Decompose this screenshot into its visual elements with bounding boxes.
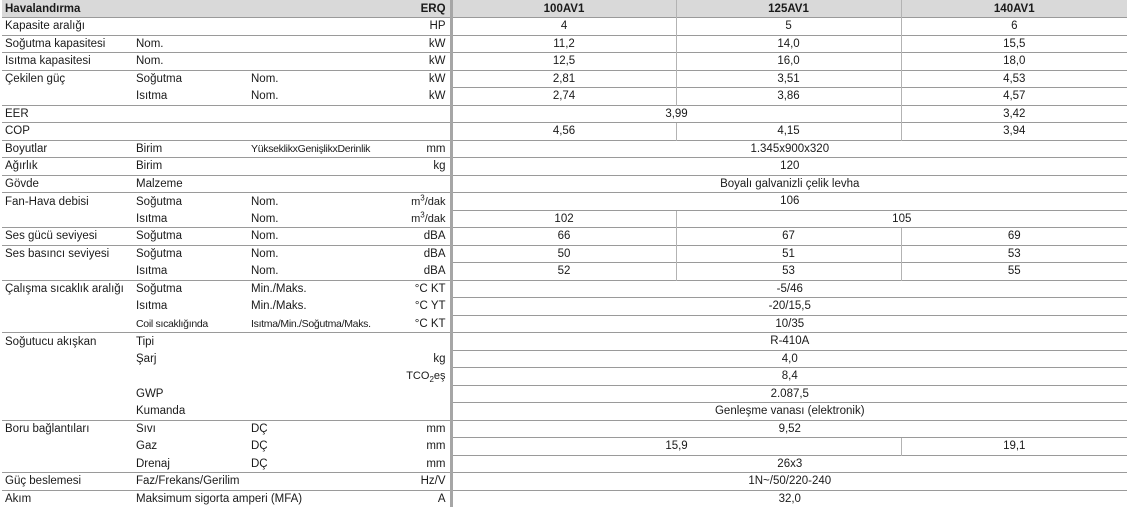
table-row	[2, 403, 1127, 421]
value-cell: 3,94	[901, 123, 1127, 141]
value-cell: 8,4	[451, 368, 1127, 386]
model-100: 100AV1	[451, 0, 676, 18]
value-cell: 4,53	[901, 70, 1127, 88]
unit-cell	[389, 403, 451, 421]
value-cell: 120	[451, 158, 1127, 176]
row-sublabel: Şarj	[136, 352, 157, 365]
row-label: Soğutma kapasitesi	[2, 35, 133, 53]
table-row	[2, 140, 1127, 158]
row-sublabel: Malzeme	[133, 175, 389, 193]
unit-cell	[389, 105, 451, 123]
table-row	[2, 420, 1127, 438]
row-label: Akım	[2, 490, 133, 507]
value-cell: 4	[451, 18, 676, 36]
row-label: Soğutucu akışkan	[2, 333, 133, 351]
row-sublabel: Gaz	[136, 440, 158, 453]
unit-cell: A	[389, 490, 451, 507]
value-cell: 2,81	[451, 70, 676, 88]
table-row	[2, 263, 1127, 281]
value-cell: -20/15,5	[451, 298, 1127, 316]
row-label-empty	[2, 298, 133, 316]
row-label: Ses gücü seviyesi	[2, 228, 133, 246]
value-cell: 4,15	[676, 123, 901, 141]
unit-tail: /dak	[424, 195, 446, 208]
value-cell: 32,0	[451, 490, 1127, 507]
value-cell: 4,56	[451, 123, 676, 141]
unit-cell	[389, 333, 451, 351]
row-qualifier: DÇ	[251, 440, 268, 453]
table-row	[2, 298, 1127, 316]
row-sublabel-empty	[133, 368, 389, 386]
value-cell: 4,0	[451, 350, 1127, 368]
table-row	[2, 368, 1127, 386]
table-header	[2, 0, 1127, 18]
value-cell: 53	[676, 263, 901, 281]
row-qualifier: Min./Maks.	[251, 300, 307, 313]
unit-base: TCO	[406, 370, 430, 383]
unit-cell: kW	[389, 70, 451, 88]
value-cell: R-410A	[451, 333, 1127, 351]
row-label: Çalışma sıcaklık aralığı	[2, 280, 133, 298]
unit-cell: HP	[389, 18, 451, 36]
row-qualifier: DÇ	[248, 420, 389, 438]
unit-cell: mm	[389, 420, 451, 438]
value-cell: 2,74	[451, 88, 676, 106]
model-125: 125AV1	[676, 0, 901, 18]
unit-cell: kW	[389, 35, 451, 53]
value-cell: 10/35	[451, 315, 1127, 333]
unit-cell: dBA	[389, 245, 451, 263]
row-label: Boru bağlantıları	[2, 420, 133, 438]
table-row	[2, 333, 1127, 351]
value-cell: 1N~/50/220-240	[451, 473, 1127, 491]
table-row	[2, 175, 1127, 193]
value-cell: 3,86	[676, 88, 901, 106]
row-sublabel: Sıvı	[133, 420, 248, 438]
table-row	[2, 385, 1127, 403]
row-qualifier: Nom.	[248, 193, 389, 211]
unit-cell: mm	[389, 140, 451, 158]
table-row	[2, 473, 1127, 491]
row-sublabel: Isıtma	[136, 265, 168, 277]
model-140: 140AV1	[901, 0, 1127, 18]
value-cell: 1.345x900x320	[451, 140, 1127, 158]
row-label: Çekilen güç	[2, 70, 133, 88]
row-sublabel: Kumanda	[136, 405, 186, 417]
header-title: Havalandırma	[2, 0, 389, 18]
table-row	[2, 193, 1127, 211]
row-label-empty	[2, 350, 133, 368]
value-cell: 15,5	[901, 35, 1127, 53]
table-row	[2, 35, 1127, 53]
row-sublabel: Coil sıcaklığında	[136, 317, 208, 330]
value-cell: 53	[901, 245, 1127, 263]
table-row	[2, 210, 1127, 228]
row-label: EER	[2, 105, 389, 123]
value-cell: 6	[901, 18, 1127, 36]
value-cell: 12,5	[451, 53, 676, 71]
row-label-empty	[2, 368, 133, 386]
value-cell: 55	[901, 263, 1127, 281]
unit-tail: /dak	[424, 212, 446, 225]
unit-cell: kg	[389, 158, 451, 176]
row-sublabel: Soğutma	[133, 70, 248, 88]
unit-cell: kW	[389, 88, 451, 106]
unit-cell: °C KT	[389, 315, 451, 333]
unit-subscript: 2	[429, 375, 434, 385]
table-row	[2, 438, 1127, 456]
table-row	[2, 228, 1127, 246]
row-sublabel: Nom.	[133, 35, 389, 53]
row-qualifier: DÇ	[251, 457, 268, 470]
unit-base: m	[411, 212, 421, 225]
unit-cell: kW	[389, 53, 451, 71]
value-cell: Boyalı galvanizli çelik levha	[451, 175, 1127, 193]
unit-superscript: 3	[420, 192, 425, 202]
row-sublabel: Soğutma	[133, 280, 248, 298]
table-row	[2, 123, 1127, 141]
value-cell: 106	[451, 193, 1127, 211]
table-row	[2, 245, 1127, 263]
value-cell: 52	[451, 263, 676, 281]
table-row	[2, 53, 1127, 71]
value-cell: 51	[676, 245, 901, 263]
unit-cell	[389, 175, 451, 193]
row-qualifier: Nom.	[248, 245, 389, 263]
value-cell: 50	[451, 245, 676, 263]
unit-cell: dBA	[389, 228, 451, 246]
row-label: Güç beslemesi	[2, 473, 133, 491]
row-label-empty	[2, 438, 133, 456]
row-sublabel: Isıtma	[136, 212, 168, 225]
table-row	[2, 70, 1127, 88]
spec-table	[2, 0, 1127, 507]
row-sublabel: Faz/Frekans/Gerilim	[133, 473, 389, 491]
row-qualifier: Nom.	[248, 228, 389, 246]
unit-cell: °C KT	[389, 280, 451, 298]
value-cell: 14,0	[676, 35, 901, 53]
row-label-empty	[2, 263, 133, 281]
row-sublabel: Soğutma	[133, 245, 248, 263]
table-row	[2, 105, 1127, 123]
row-sublabel: Maksimum sigorta amperi (MFA)	[133, 490, 389, 507]
value-cell: -5/46	[451, 280, 1127, 298]
value-cell: 3,99	[451, 105, 901, 123]
table-row	[2, 280, 1127, 298]
value-cell: 18,0	[901, 53, 1127, 71]
value-cell: 16,0	[676, 53, 901, 71]
row-qualifier: Nom.	[251, 90, 279, 102]
table-row	[2, 18, 1127, 36]
row-qualifier: Isıtma/Min./Soğutma/Maks.	[251, 317, 371, 330]
row-label: Boyutlar	[2, 140, 133, 158]
value-cell: 26x3	[451, 455, 1127, 473]
row-sublabel: Birim	[133, 158, 389, 176]
row-label: Kapasite aralığı	[2, 18, 389, 36]
row-label: Isıtma kapasitesi	[2, 53, 133, 71]
unit-cell: mm	[389, 455, 451, 473]
row-sublabel: Isıtma	[136, 90, 168, 102]
unit-cell: kg	[389, 350, 451, 368]
row-sublabel: Tipi	[133, 333, 389, 351]
row-label-empty	[2, 385, 133, 403]
value-cell: 105	[676, 210, 1127, 228]
value-cell: 66	[451, 228, 676, 246]
row-qualifier: Nom.	[248, 70, 389, 88]
row-sublabel: GWP	[136, 387, 164, 400]
unit-cell	[389, 210, 451, 228]
value-cell: 5	[676, 18, 901, 36]
row-label: Ses basıncı seviyesi	[2, 245, 133, 263]
unit-cell: mm	[389, 438, 451, 456]
row-label: COP	[2, 123, 389, 141]
unit-superscript: 3	[420, 210, 425, 219]
table-row	[2, 350, 1127, 368]
value-cell: 4,57	[901, 88, 1127, 106]
table-row	[2, 455, 1127, 473]
value-cell: 11,2	[451, 35, 676, 53]
row-label-empty	[2, 455, 133, 473]
row-sublabel: Soğutma	[133, 193, 248, 211]
value-cell: 15,9	[451, 438, 901, 456]
row-qualifier: Min./Maks.	[248, 280, 389, 298]
value-cell: 3,51	[676, 70, 901, 88]
table-row	[2, 490, 1127, 507]
value-cell: 67	[676, 228, 901, 246]
unit-cell: dBA	[389, 263, 451, 281]
value-cell: 19,1	[901, 438, 1127, 456]
unit-tail: eş	[433, 370, 446, 383]
row-label-empty	[2, 210, 133, 228]
table-row	[2, 315, 1127, 333]
unit-cell	[389, 123, 451, 141]
unit-cell	[389, 385, 451, 403]
row-sublabel: Birim	[133, 140, 248, 158]
row-label: Fan-Hava debisi	[2, 193, 133, 211]
row-label: Gövde	[2, 175, 133, 193]
row-label-empty	[2, 403, 133, 421]
value-cell: 9,52	[451, 420, 1127, 438]
unit-cell	[389, 368, 451, 386]
row-qualifier: Nom.	[251, 265, 279, 277]
row-sublabel: Soğutma	[133, 228, 248, 246]
header-series: ERQ	[389, 0, 451, 18]
table-row	[2, 88, 1127, 106]
row-label: Ağırlık	[2, 158, 133, 176]
row-label-empty	[2, 88, 133, 106]
row-qualifier: Nom.	[251, 212, 279, 225]
unit-cell	[389, 193, 451, 211]
unit-cell: °C YT	[389, 298, 451, 316]
value-cell: 69	[901, 228, 1127, 246]
value-cell: 3,42	[901, 105, 1127, 123]
value-cell: 2.087,5	[451, 385, 1127, 403]
table-row	[2, 158, 1127, 176]
unit-base: m	[411, 195, 421, 208]
row-sublabel: Drenaj	[136, 457, 170, 470]
value-cell: 102	[451, 210, 676, 228]
row-label-empty	[2, 315, 133, 333]
value-cell: Genleşme vanası (elektronik)	[451, 403, 1127, 421]
row-sublabel: Isıtma	[136, 300, 168, 313]
row-qualifier: YükseklikxGenişlikxDerinlik	[248, 140, 389, 158]
row-sublabel: Nom.	[133, 53, 389, 71]
unit-cell: Hz/V	[389, 473, 451, 491]
